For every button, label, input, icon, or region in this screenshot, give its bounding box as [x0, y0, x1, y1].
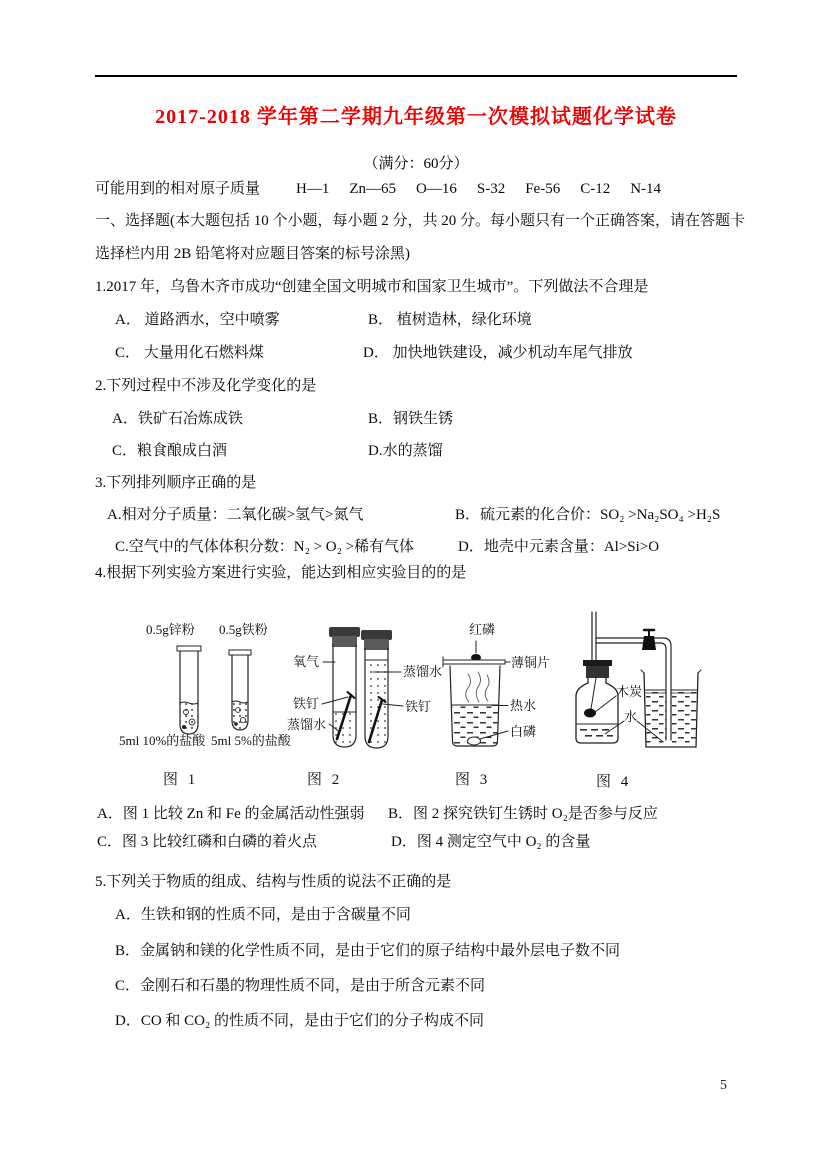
- water-tube: [361, 630, 392, 748]
- fig2-oxygen-label: 氧气: [293, 654, 320, 669]
- question-1-option-a: A． 道路洒水，空中喷雾: [115, 312, 280, 328]
- fig2-nail-left-label: 铁钉: [293, 696, 320, 711]
- question-2-option-d: D.水的蒸馏: [368, 443, 443, 459]
- fig1-zinc-powder-label: 0.5g锌粉: [146, 622, 195, 637]
- exam-title: 2017-2018 学年第二学期九年级第一次模拟试题化学试卷: [155, 106, 677, 128]
- question-3-option-c: C.空气中的气体体积分数：N₂ > O₂ >稀有气体: [115, 539, 415, 555]
- atomic-mass-value: Zn—65: [349, 181, 397, 197]
- figure-1: [118, 600, 298, 795]
- question-1-option-d: D． 加快地铁建设，减少机动车尾气排放: [363, 345, 633, 361]
- figure-1-diagram: [118, 600, 298, 795]
- header-rule: [95, 75, 737, 77]
- question-5-stem: 5.下列关于物质的组成、结构与性质的说法不正确的是: [95, 874, 452, 890]
- fig3-white-phosphorus-label: 白磷: [510, 724, 537, 739]
- fig3-red-phosphorus-label: 红磷: [469, 622, 496, 637]
- question-4-option-b: B．图 2 探究铁钉生锈时 O₂是否参与反应: [388, 806, 658, 822]
- fig3-copper-sheet-label: 薄铜片: [511, 655, 551, 670]
- question-3-option-d: D．地壳中元素含量：Al>Si>O: [458, 539, 660, 555]
- question-2-option-b: B．钢铁生锈: [368, 411, 454, 427]
- fume-waves: [466, 672, 489, 702]
- question-4-option-d: D．图 4 测定空气中 O₂ 的含量: [391, 834, 591, 850]
- fig4-charcoal-label: 木炭: [616, 684, 643, 699]
- question-4-option-a: A．图 1 比较 Zn 和 Fe 的金属活动性强弱: [97, 806, 365, 822]
- question-3-stem: 3.下列排列顺序正确的是: [95, 475, 257, 491]
- test-tube-iron: [229, 650, 251, 730]
- figure-1-caption: 图 1: [163, 772, 199, 788]
- atomic-mass-value: H—1: [296, 181, 330, 197]
- question-5-option-a: A．生铁和钢的性质不同，是由于含碳量不同: [115, 907, 411, 923]
- atomic-mass-line: [95, 179, 681, 199]
- question-5-option-d: D．CO 和 CO₂ 的性质不同，是由于它们的分子构成不同: [115, 1013, 484, 1029]
- figure-4: [560, 600, 745, 795]
- question-1-option-c: C． 大量用化石燃料煤: [115, 345, 264, 361]
- question-2-stem: 2.下列过程中不涉及化学变化的是: [95, 378, 317, 394]
- test-tube-zinc: [177, 646, 201, 734]
- atomic-mass-label: 可能用到的相对原子质量: [95, 181, 261, 197]
- question-1-option-b: B． 植树造林，绿化环境: [368, 312, 532, 328]
- figure-2-caption: 图 2: [307, 772, 343, 788]
- question-2-option-c: C．粮食酿成白酒: [112, 443, 228, 459]
- stopcock-valve: [642, 630, 656, 650]
- question-3-option-a: A.相对分子质量：二氧化碳>氢气>氮气: [107, 507, 364, 523]
- charcoal-blob: [584, 709, 596, 718]
- fig1-acid-5-label: 5ml 5%的盐酸: [211, 733, 291, 748]
- atomic-mass-value: S-32: [476, 181, 506, 197]
- fig1-iron-powder-label: 0.5g铁粉: [219, 622, 268, 637]
- section1-heading-line1: 一、选择题(本大题包括 10 个小题，每小题 2 分，共 20 分。每小题只有一个正确答案，请在答题卡: [95, 213, 745, 229]
- question-1-stem: 1.2017 年，乌鲁木齐市成功“创建全国文明城市和国家卫生城市”。下列做法不合理是: [95, 279, 649, 295]
- atomic-mass-value: Fe-56: [525, 181, 561, 197]
- page-number: 5: [720, 1078, 727, 1093]
- figure-4-caption: 图 4: [596, 774, 632, 790]
- figure-3: [440, 600, 580, 795]
- section1-heading-line2: 选择栏内用 2B 铅笔将对应题目答案的标号涂黑): [95, 246, 411, 262]
- fig4-water-label: 水: [624, 709, 638, 724]
- question-5-option-c: C．金刚石和石墨的物理性质不同，是由于所含元素不同: [115, 978, 486, 994]
- question-2-option-a: A．铁矿石冶炼成铁: [112, 411, 243, 427]
- score-note: （满分：60分）: [363, 156, 469, 172]
- bottle: [576, 660, 618, 743]
- fig2-water-left-label: 蒸馏水: [287, 717, 327, 732]
- question-3-option-b: B．硫元素的化合价：SO₂ >Na₂SO₄ >H₂S: [455, 507, 721, 523]
- oxygen-tube: [329, 627, 360, 747]
- fig2-nail-right-label: 铁钉: [405, 699, 432, 714]
- figure-3-caption: 图 3: [455, 772, 491, 788]
- white-phosphorus-blob: [468, 737, 481, 745]
- figure-4-diagram: [560, 600, 745, 795]
- atomic-mass-value: O—16: [416, 181, 457, 197]
- fig2-water-right-label: 蒸馏水: [403, 664, 443, 679]
- experiment-figures: [0, 600, 827, 800]
- question-5-option-b: B．金属钠和镁的化学性质不同，是由于它们的原子结构中最外层电子数不同: [115, 943, 621, 959]
- question-4-stem: 4.根据下列实验方案进行实验，能达到相应实验目的的是: [95, 565, 467, 581]
- fig3-hot-water-label: 热水: [510, 698, 537, 713]
- figure-2: [285, 600, 445, 795]
- bottle-water-dashes: [580, 729, 613, 737]
- question-4-option-c: C．图 3 比较红磷和白磷的着火点: [97, 834, 318, 850]
- atomic-mass-value: C-12: [580, 181, 611, 197]
- atomic-mass-value: N-14: [630, 181, 662, 197]
- fig1-acid-10-label: 5ml 10%的盐酸: [119, 733, 206, 748]
